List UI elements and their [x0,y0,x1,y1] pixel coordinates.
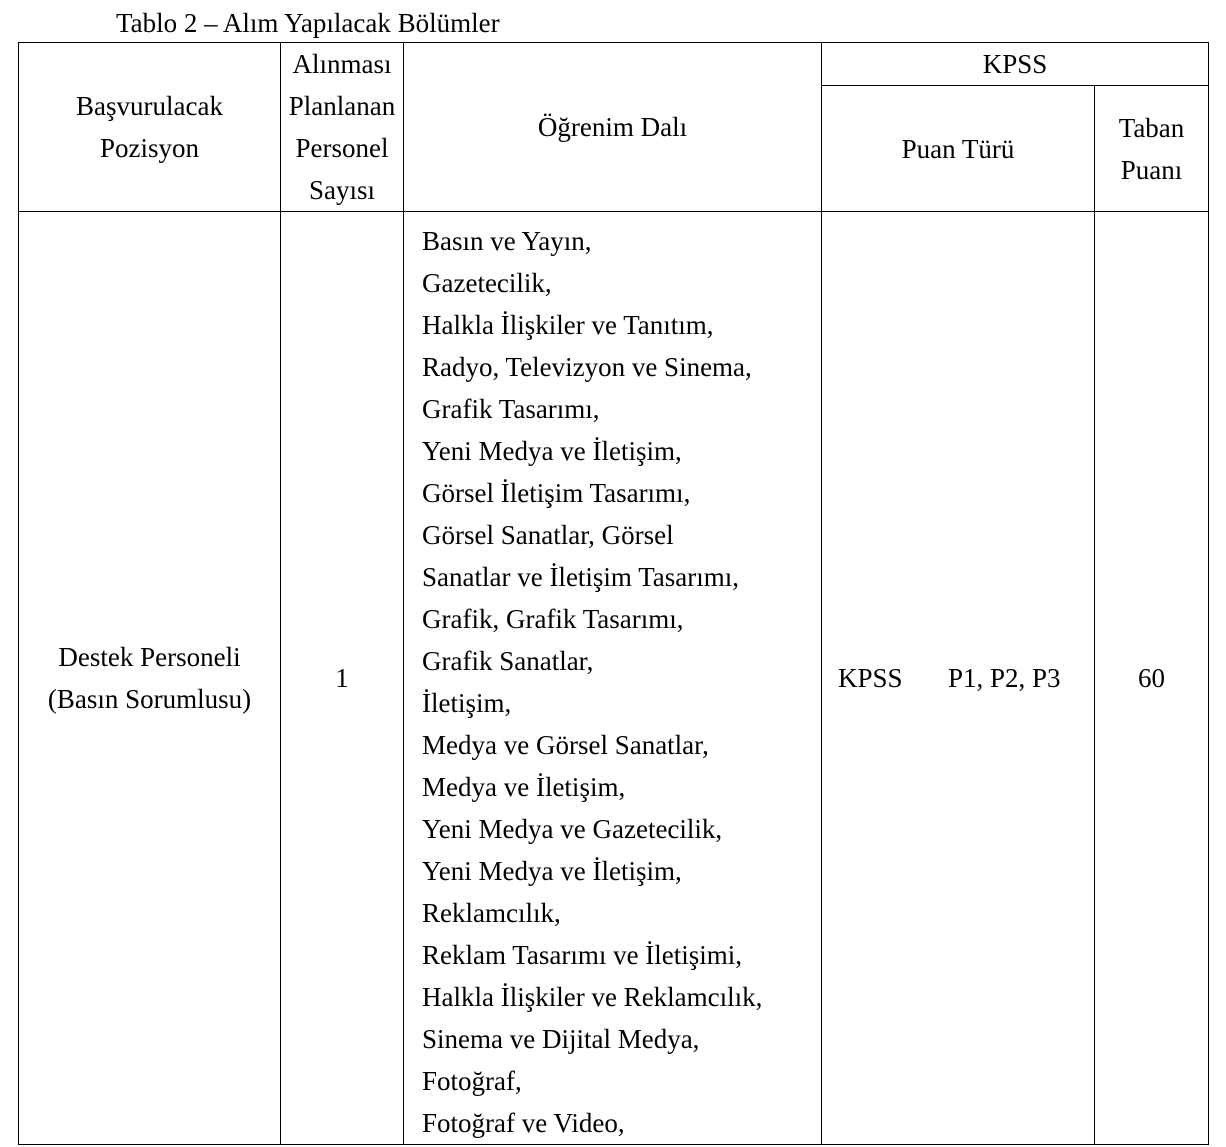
field-item: Yeni Medya ve İletişim, [422,856,682,886]
header-kpss: KPSS [822,43,1209,86]
field-item: Grafik Sanatlar, [422,646,594,676]
header-base-score-line: Taban [1118,112,1185,143]
position-line: Destek Personeli [58,642,241,672]
header-position-line: Başvurulacak [76,91,223,121]
cell-count: 1 [281,212,404,1145]
header-count-line: Personel [295,133,389,163]
position-line: (Basın Sorumlusu) [47,684,252,714]
field-item: Gazetecilik, [422,268,552,298]
header-count-line: Planlanan [288,91,396,121]
field-item: Radyo, Televizyon ve Sinema, [422,352,752,382]
field-item: İletişim, [422,688,512,718]
field-item: Görsel Sanatlar, Görsel [422,520,674,550]
score-type-value: P1, P2, P3 [948,663,1061,693]
header-count-line: Sayısı [308,175,375,205]
cell-position [19,212,281,1145]
field-item: Reklam Tasarımı ve İletişimi, [422,940,743,970]
field-item: Fotoğraf ve Video, [422,1108,625,1138]
cell-fields [404,212,822,1145]
field-item: Medya ve Görsel Sanatlar, [422,730,709,760]
field-item: Medya ve İletişim, [422,772,626,802]
cell-score-type [822,212,1095,1145]
cell-base-score: 60 [1095,212,1209,1145]
header-position-line: Pozisyon [99,133,199,163]
header-count-line: Alınması [292,49,392,79]
field-item: Görsel İletişim Tasarımı, [422,478,691,508]
field-item: Halkla İlişkiler ve Reklamcılık, [422,982,763,1012]
header-base-score-line: Puanı [1120,154,1183,185]
recruitment-table [18,42,1209,1145]
header-count [281,43,404,212]
field-item: Yeni Medya ve Gazetecilik, [422,814,723,844]
field-item: Halkla İlişkiler ve Tanıtım, [422,310,714,340]
header-score-type: Puan Türü [822,86,1095,212]
field-item: Grafik Tasarımı, [422,394,600,424]
header-field: Öğrenim Dalı [404,43,822,212]
table-row [19,212,1209,1145]
kpss-label: KPSS [838,663,903,693]
field-item: Basın ve Yayın, [422,226,592,256]
header-base-score [1095,86,1209,212]
field-item: Reklamcılık, [422,898,561,928]
field-item: Sanatlar ve İletişim Tasarımı, [422,562,740,592]
field-item: Yeni Medya ve İletişim, [422,436,682,466]
field-item: Fotoğraf, [422,1066,522,1096]
table-caption: Tablo 2 – Alım Yapılacak Bölümler [116,8,500,38]
header-position [19,43,281,212]
field-item: Grafik, Grafik Tasarımı, [422,604,684,634]
field-item: Sinema ve Dijital Medya, [422,1024,700,1054]
